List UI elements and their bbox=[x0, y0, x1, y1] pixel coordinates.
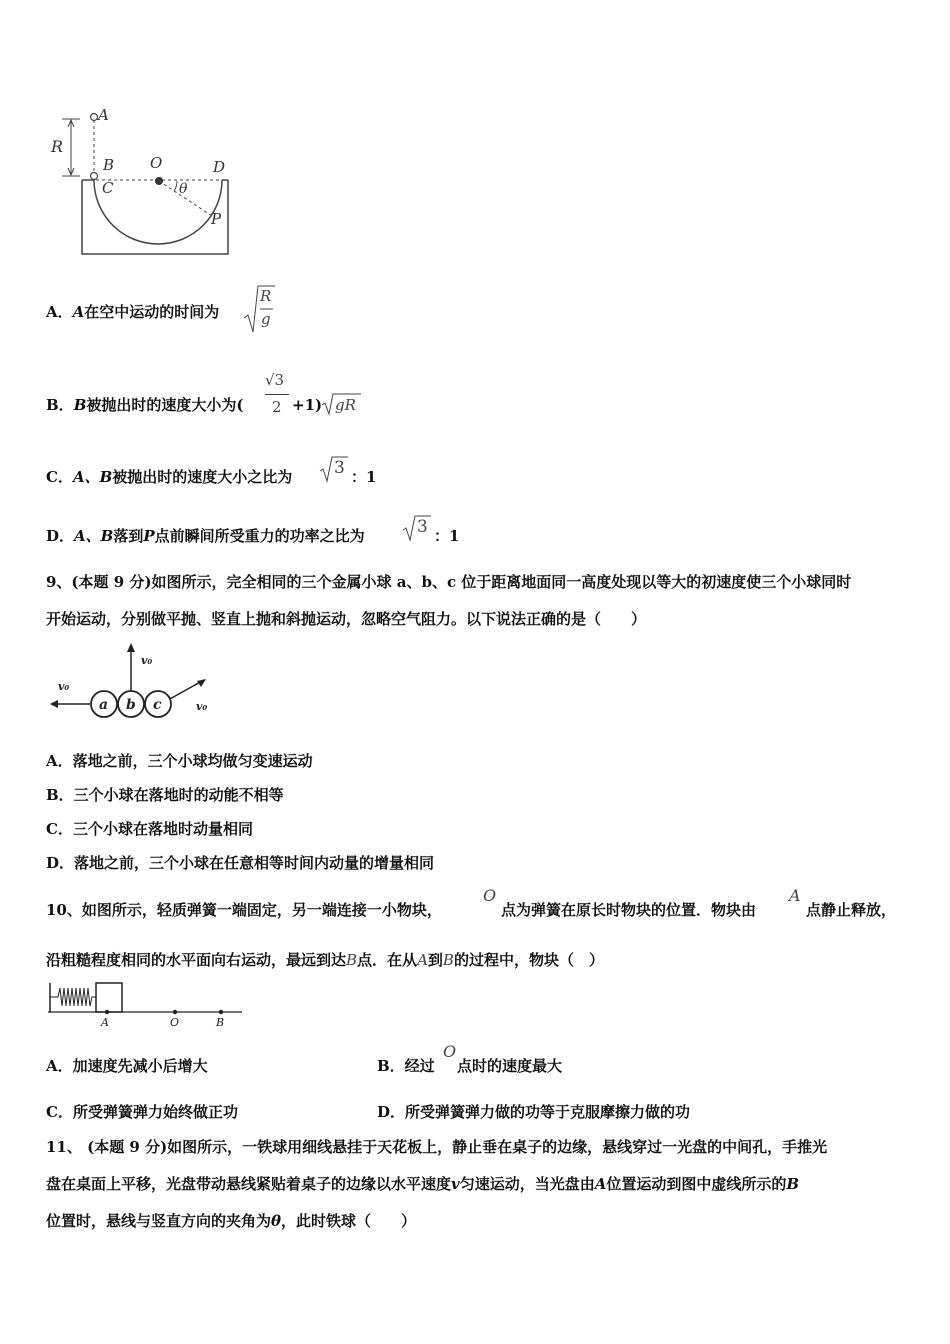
q10-option-c: C．所受弹簧弹力始终做正功 bbox=[46, 1103, 238, 1121]
label-P: P bbox=[211, 210, 222, 228]
point-B-label: B bbox=[216, 1016, 225, 1029]
q10-stem-line2: 沿粗糙程度相同的水平面向右运动，最远到达B点．在从A到B的过程中，物块（ ） bbox=[46, 951, 604, 969]
q11-stem-line3: 位置时，悬线与竖直方向的夹角为θ，此时铁球（ ） bbox=[46, 1212, 417, 1230]
label-B: B bbox=[103, 156, 115, 174]
q10-stem-line1: 10、如图所示，轻质弹簧一端固定，另一端连接一小物块， O 点为弹簧在原长时物块的位置．物块由 A 点静止释放， bbox=[46, 886, 897, 919]
q10-option-b: B．经过 O 点时的速度最大 bbox=[377, 1042, 563, 1075]
label-O: O bbox=[150, 154, 163, 172]
q9-stem-line1: 9、(本题 9 分)如图所示，完全相同的三个金属小球 a、b、c 位于距离地面同一高度处现以等大的初速度使三个小球同时 bbox=[46, 573, 852, 591]
sqrt3: 3 bbox=[402, 514, 432, 542]
q8-option-c: C．A、B被抛出时的速度大小之比为 3 ：1 bbox=[46, 467, 292, 487]
label-R: R bbox=[51, 137, 64, 156]
bowl-diagram bbox=[46, 100, 246, 260]
label-A: A bbox=[98, 106, 109, 124]
v0-oblique-label: v₀ bbox=[196, 700, 208, 713]
ball-c-label: c bbox=[153, 697, 162, 713]
label-theta: θ bbox=[179, 181, 188, 197]
point-A-label: A bbox=[101, 1016, 109, 1029]
three-balls-diagram bbox=[46, 640, 226, 730]
ball-a-label: a bbox=[99, 697, 109, 713]
q9-stem-line2: 开始运动，分别做平抛、竖直上抛和斜抛运动，忽略空气阻力。以下说法正确的是（ ） bbox=[46, 610, 647, 628]
sqrt3: 3 bbox=[319, 455, 349, 483]
q9-option-b: B．三个小球在落地时的动能不相等 bbox=[46, 786, 284, 804]
q8-option-a: A．A在空中运动的时间为 R g bbox=[46, 302, 219, 322]
q9-option-c: C．三个小球在落地时动量相同 bbox=[46, 820, 253, 838]
spring-block-diagram bbox=[46, 980, 246, 1032]
sqrt-r-over-g: R g bbox=[243, 284, 275, 334]
sqrt-gr: gR bbox=[321, 392, 361, 416]
ball-b-label: b bbox=[126, 697, 136, 713]
q8-option-d: D．A、B落到P点前瞬间所受重力的功率之比为 3 ：1 bbox=[46, 526, 365, 546]
q11-stem-line2: 盘在桌面上平移，光盘带动悬线紧贴着桌子的边缘以水平速度v匀速运动，当光盘由A位置运动到图中虚线所示的B bbox=[46, 1175, 800, 1193]
label-C: C bbox=[102, 179, 114, 197]
q10-option-a: A．加速度先减小后增大 bbox=[46, 1057, 208, 1075]
v0-left-label: v₀ bbox=[58, 680, 70, 693]
q9-option-d: D．落地之前，三个小球在任意相等时间内动量的增量相同 bbox=[46, 854, 435, 872]
sqrt3-over-2: √3 2 bbox=[264, 370, 290, 418]
q11-stem-line1: 11、 (本题 9 分)如图所示，一铁球用细线悬挂于天花板上，静止垂在桌子的边缘，悬线穿过一光盘的中间孔，手推光 bbox=[46, 1138, 828, 1156]
point-O-label: O bbox=[170, 1016, 180, 1029]
q8-option-b: B．B被抛出时的速度大小为( √3 2 +1) gR bbox=[46, 395, 243, 415]
label-D: D bbox=[213, 158, 226, 176]
q9-option-a: A．落地之前，三个小球均做匀变速运动 bbox=[46, 752, 313, 770]
v0-up-label: v₀ bbox=[141, 654, 153, 667]
q10-option-d: D．所受弹簧弹力做的功等于克服摩擦力做的功 bbox=[377, 1103, 691, 1121]
